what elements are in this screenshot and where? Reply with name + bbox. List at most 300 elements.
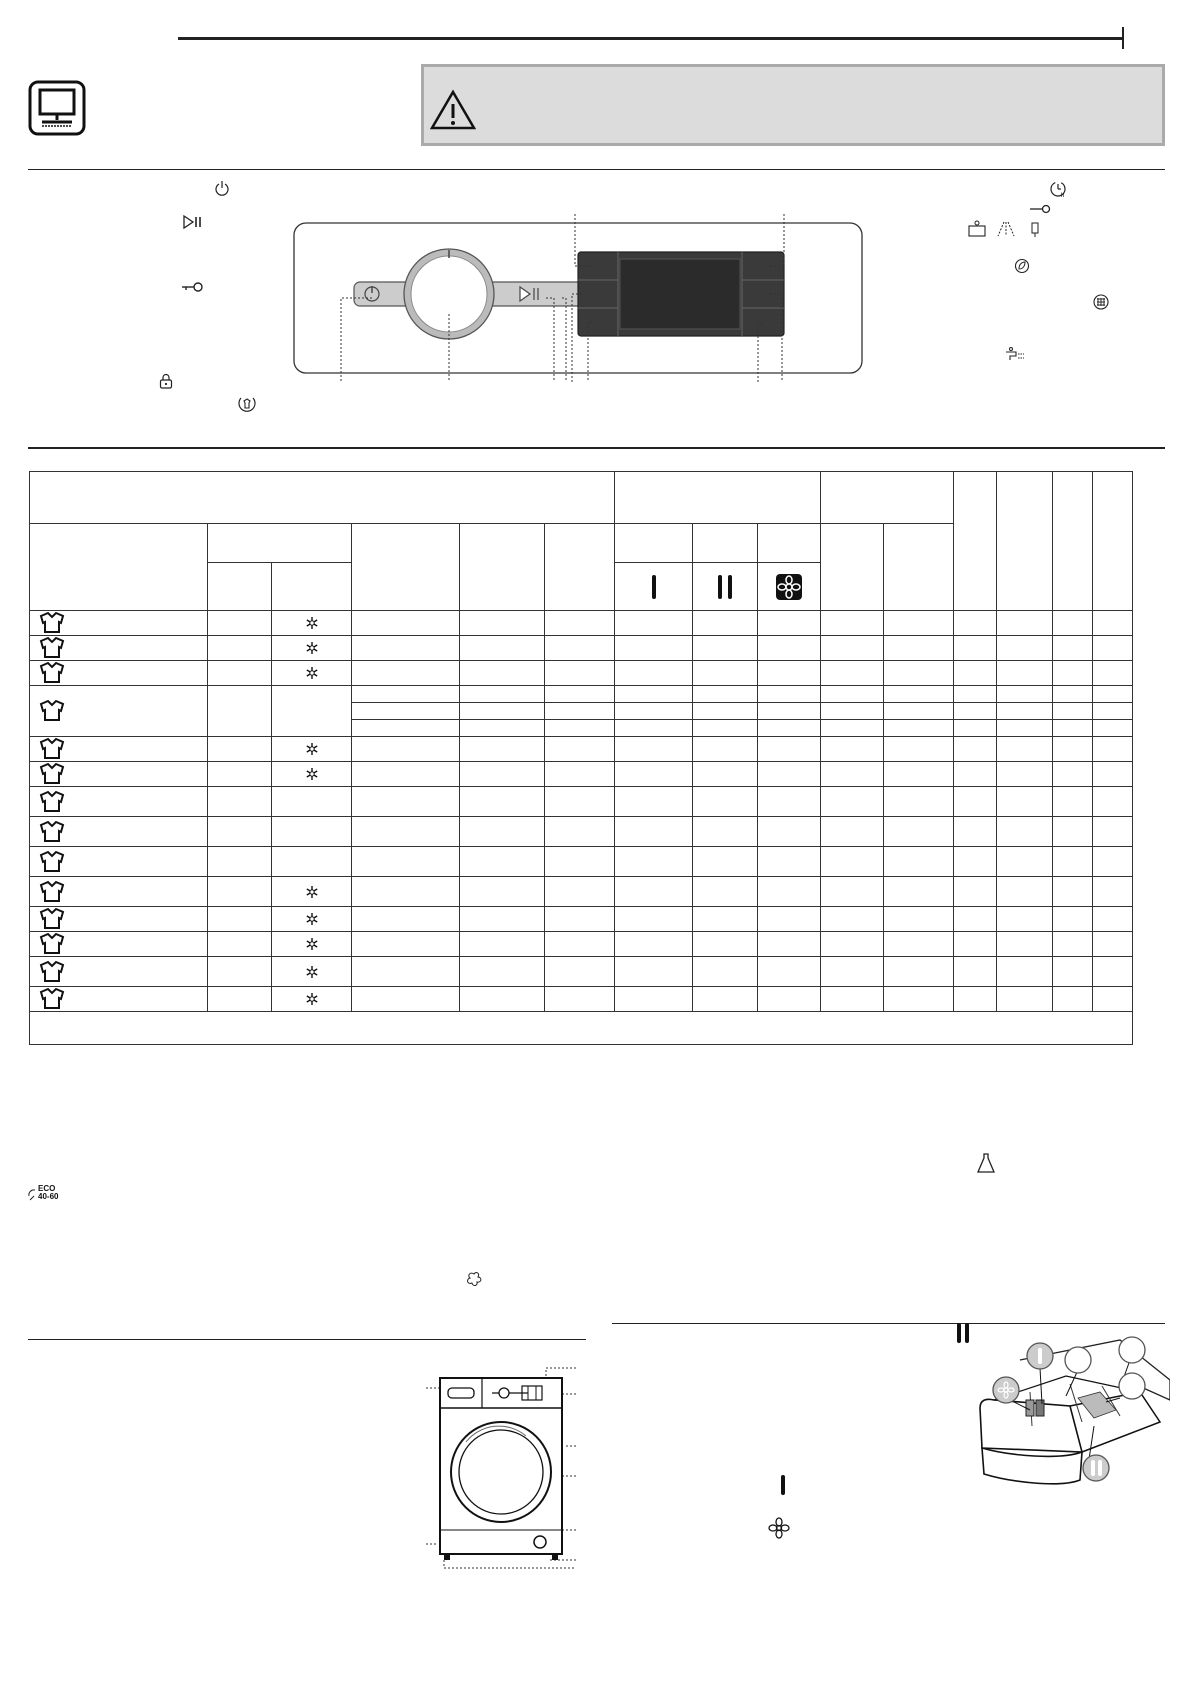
table-cell <box>545 686 615 703</box>
table-cell <box>693 661 758 686</box>
temp-max-cell <box>208 636 272 661</box>
table-cell <box>954 737 997 762</box>
colours-program-icon <box>30 737 74 762</box>
washing-machine-diagram <box>426 1362 578 1574</box>
start-pause-icon <box>183 215 203 229</box>
table-cell <box>545 907 615 932</box>
table-cell <box>954 720 997 737</box>
table-cell <box>1053 762 1093 787</box>
table-row <box>30 661 1133 686</box>
program-name-cell <box>74 762 208 787</box>
table-cell <box>821 987 884 1012</box>
table-cell <box>1053 817 1093 847</box>
table-cell <box>821 787 884 817</box>
table-cell <box>884 737 954 762</box>
softener-flower-icon <box>768 1517 790 1539</box>
dark-garment-icon <box>976 1152 996 1174</box>
table-cell <box>545 877 615 907</box>
table-cell <box>997 703 1053 720</box>
table-cell <box>545 787 615 817</box>
table-cell <box>954 686 997 703</box>
table-header-col15 <box>1053 472 1093 611</box>
table-header-load <box>460 524 545 611</box>
table-cell <box>1053 932 1093 957</box>
table-cell <box>1053 987 1093 1012</box>
table-cell <box>1093 720 1133 737</box>
table-header-main <box>30 472 615 524</box>
monitor-icon <box>28 80 86 136</box>
table-cell <box>460 737 545 762</box>
table-cell <box>1053 877 1093 907</box>
table-cell <box>1093 703 1133 720</box>
compartment-2-icon <box>956 1322 970 1344</box>
table-cell <box>997 762 1053 787</box>
table-cell <box>884 762 954 787</box>
table-cell <box>997 957 1053 987</box>
table-cell <box>1053 957 1093 987</box>
table-cell <box>693 932 758 957</box>
table-cell <box>997 737 1053 762</box>
table-row <box>30 611 1133 636</box>
temp-set-cell <box>272 787 352 817</box>
temp-set-cell <box>272 737 352 762</box>
table-cell <box>954 762 997 787</box>
table-header-program <box>30 524 208 611</box>
table-row <box>30 686 1133 703</box>
table-row <box>30 817 1133 847</box>
table-cell <box>758 817 821 847</box>
table-cell <box>758 661 821 686</box>
table-cell <box>615 987 693 1012</box>
program-name-cell <box>74 987 208 1012</box>
table-cell <box>884 957 954 987</box>
table-cell <box>1093 686 1133 703</box>
table-header-temperature <box>208 524 352 563</box>
table-cell <box>693 907 758 932</box>
program-name-cell <box>74 737 208 762</box>
table-cell <box>1053 907 1093 932</box>
table-cell <box>821 611 884 636</box>
section-rule-1 <box>28 169 1165 170</box>
table-cell <box>1093 987 1133 1012</box>
temp-max-cell <box>208 817 272 847</box>
option-icons <box>968 220 1048 238</box>
delay-timer-icon <box>1049 180 1067 198</box>
table-cell <box>1093 762 1133 787</box>
table-cell <box>954 987 997 1012</box>
table-cell <box>821 817 884 847</box>
table-cell <box>1053 611 1093 636</box>
temp-max-cell <box>208 877 272 907</box>
temp-set-cell <box>272 762 352 787</box>
allergy-program-icon <box>30 957 74 987</box>
program-name-cell <box>74 817 208 847</box>
key-lock-icon-right <box>1029 204 1051 214</box>
table-cell <box>821 636 884 661</box>
table-header-col12 <box>884 524 954 611</box>
top-rule-tick <box>1122 27 1124 49</box>
table-cell <box>758 762 821 787</box>
delicates-program-icon <box>30 762 74 787</box>
table-cell <box>545 720 615 737</box>
table-cell <box>693 762 758 787</box>
table-cell <box>997 686 1053 703</box>
table-cell <box>352 907 460 932</box>
table-cell <box>460 817 545 847</box>
table-cell <box>352 877 460 907</box>
table-cell <box>1053 720 1093 737</box>
table-cell <box>615 932 693 957</box>
table-cell <box>821 720 884 737</box>
table-cell <box>352 957 460 987</box>
table-cell <box>545 611 615 636</box>
program-name-cell <box>74 877 208 907</box>
table-cell <box>758 787 821 817</box>
table-cell <box>821 703 884 720</box>
table-cell <box>758 987 821 1012</box>
table-cell <box>545 957 615 987</box>
table-cell <box>1053 787 1093 817</box>
key-lock-icon <box>181 281 203 293</box>
table-cell <box>1093 817 1133 847</box>
table-cell <box>615 686 693 703</box>
table-cell <box>352 932 460 957</box>
water-tap-icon <box>1004 346 1026 362</box>
table-cell <box>460 686 545 703</box>
table-header-col14 <box>997 472 1053 611</box>
table-header-detergent <box>615 472 821 524</box>
table-cell <box>615 847 693 877</box>
temp-set-cell <box>272 957 352 987</box>
table-header-softener-top <box>758 524 821 563</box>
table-cell <box>954 877 997 907</box>
table-cell <box>821 932 884 957</box>
table-cell <box>1053 703 1093 720</box>
table-cell <box>693 703 758 720</box>
table-cell <box>758 907 821 932</box>
program-name-cell <box>74 686 208 737</box>
table-header-duration <box>545 524 615 611</box>
detergent-drawer-diagram <box>970 1330 1170 1514</box>
temp-set-cell <box>272 932 352 957</box>
table-cell <box>693 817 758 847</box>
table-cell <box>1093 932 1133 957</box>
table-cell <box>460 720 545 737</box>
cotton-program-icon <box>30 611 74 636</box>
table-cell <box>1093 877 1133 907</box>
table-cell <box>545 987 615 1012</box>
eco-label-line2: 40-60 <box>38 1192 59 1201</box>
table-cell <box>954 703 997 720</box>
table-header-col11 <box>821 524 884 611</box>
top-rule <box>178 37 1123 40</box>
temp-set-cell <box>272 611 352 636</box>
program-name-cell <box>74 957 208 987</box>
table-cell <box>821 762 884 787</box>
table-cell <box>997 932 1053 957</box>
table-header-compartment-2-top <box>693 524 758 563</box>
sports-program-icon <box>30 932 74 957</box>
rinse-spin-program-icon <box>30 817 74 847</box>
table-cell <box>1053 636 1093 661</box>
table-cell <box>693 720 758 737</box>
table-cell <box>545 636 615 661</box>
table-cell <box>615 636 693 661</box>
table-cell <box>615 957 693 987</box>
temp-max-cell <box>208 762 272 787</box>
table-cell <box>1093 636 1133 661</box>
table-cell <box>615 720 693 737</box>
table-header-spin <box>352 524 460 611</box>
table-cell <box>954 957 997 987</box>
table-cell <box>693 957 758 987</box>
table-cell <box>460 932 545 957</box>
table-cell <box>954 817 997 847</box>
table-cell <box>352 737 460 762</box>
table-cell <box>352 661 460 686</box>
table-cell <box>758 847 821 877</box>
table-cell <box>884 877 954 907</box>
table-cell <box>460 787 545 817</box>
table-cell <box>693 636 758 661</box>
temp-set-cell <box>272 847 352 877</box>
table-header-temp-max <box>208 563 272 611</box>
table-cell <box>884 817 954 847</box>
shirt-steam-icon <box>237 395 257 413</box>
temp-max-cell <box>208 957 272 987</box>
table-cell <box>460 877 545 907</box>
table-cell <box>997 720 1053 737</box>
wool-program-icon <box>30 787 74 817</box>
warning-triangle-icon <box>430 89 476 131</box>
table-cell <box>884 907 954 932</box>
table-cell <box>545 762 615 787</box>
table-cell <box>884 636 954 661</box>
table-row <box>30 957 1133 987</box>
power-icon <box>214 180 230 196</box>
temp-set-cell <box>272 636 352 661</box>
table-cell <box>545 737 615 762</box>
table-row <box>30 636 1133 661</box>
table-cell <box>954 932 997 957</box>
svg-text:h: h <box>1061 193 1065 198</box>
table-cell <box>884 720 954 737</box>
program-name-cell <box>74 636 208 661</box>
table-cell <box>615 762 693 787</box>
table-cell <box>615 737 693 762</box>
table-cell <box>693 877 758 907</box>
table-cell <box>954 611 997 636</box>
table-row <box>30 737 1133 762</box>
table-cell <box>758 957 821 987</box>
mixed-program-icon <box>30 661 74 686</box>
temp-max-cell <box>208 787 272 817</box>
table-header-compartment-2 <box>693 563 758 611</box>
table-row <box>30 847 1133 877</box>
table-header-compartment-1 <box>615 563 693 611</box>
table-cell <box>615 817 693 847</box>
program-name-cell <box>74 787 208 817</box>
program-table <box>29 471 1133 1045</box>
table-cell <box>352 611 460 636</box>
table-cell <box>884 703 954 720</box>
grid-icon <box>1093 294 1109 310</box>
temp-set-cell <box>272 686 352 737</box>
program-name-cell <box>74 611 208 636</box>
table-cell <box>758 703 821 720</box>
table-cell <box>884 787 954 817</box>
table-cell <box>615 703 693 720</box>
temp-set-cell <box>272 987 352 1012</box>
temp-max-cell <box>208 847 272 877</box>
table-cell <box>821 661 884 686</box>
table-row <box>30 762 1133 787</box>
table-cell <box>997 636 1053 661</box>
table-cell <box>615 907 693 932</box>
table-cell <box>460 987 545 1012</box>
table-header-col16 <box>1093 472 1133 611</box>
table-cell <box>954 907 997 932</box>
table-cell <box>693 611 758 636</box>
cotton-20-program-icon <box>30 907 74 932</box>
program-name-cell <box>74 661 208 686</box>
table-cell <box>997 787 1053 817</box>
table-header-compartment-1-top <box>615 524 693 563</box>
table-cell <box>1053 847 1093 877</box>
table-cell <box>1093 907 1133 932</box>
temp-max-cell <box>208 611 272 636</box>
eco-label <box>38 1185 58 1201</box>
table-cell <box>954 847 997 877</box>
table-cell <box>821 686 884 703</box>
table-cell <box>545 932 615 957</box>
temp-set-cell <box>272 907 352 932</box>
table-cell <box>352 847 460 877</box>
synthetics-program-icon <box>30 636 74 661</box>
table-cell <box>545 703 615 720</box>
table-cell <box>1053 661 1093 686</box>
temp-set-cell <box>272 877 352 907</box>
table-cell <box>954 787 997 817</box>
section-rule-2 <box>28 447 1165 449</box>
table-cell <box>821 737 884 762</box>
table-cell <box>693 686 758 703</box>
table-cell <box>758 737 821 762</box>
table-cell <box>460 762 545 787</box>
table-cell <box>693 987 758 1012</box>
table-cell <box>758 611 821 636</box>
table-header-group <box>821 472 954 524</box>
table-cell <box>352 686 460 703</box>
compartment-1-icon <box>779 1474 787 1496</box>
control-panel-diagram <box>292 214 864 384</box>
table-row <box>30 787 1133 817</box>
table-row <box>30 907 1133 932</box>
table-cell <box>884 686 954 703</box>
table-header-softener <box>758 563 821 611</box>
temp-max-cell <box>208 737 272 762</box>
table-cell <box>460 636 545 661</box>
section-rule-3 <box>28 1339 586 1340</box>
table-cell <box>1093 957 1133 987</box>
table-cell <box>997 987 1053 1012</box>
table-row <box>30 932 1133 957</box>
temp-max-cell <box>208 987 272 1012</box>
table-cell <box>884 987 954 1012</box>
eco-label-line1: ECO <box>38 1184 56 1193</box>
table-cell <box>1053 686 1093 703</box>
table-cell <box>758 636 821 661</box>
program-name-cell <box>74 932 208 957</box>
dark-program-icon <box>30 987 74 1012</box>
table-cell <box>460 907 545 932</box>
table-cell <box>997 611 1053 636</box>
temp-max-cell <box>208 907 272 932</box>
table-cell <box>954 661 997 686</box>
table-cell <box>758 686 821 703</box>
table-cell <box>1093 787 1133 817</box>
table-cell <box>758 932 821 957</box>
table-cell <box>693 737 758 762</box>
table-cell <box>1053 737 1093 762</box>
table-cell <box>352 636 460 661</box>
warning-box <box>421 64 1165 146</box>
table-cell <box>997 907 1053 932</box>
temp-max-cell <box>208 686 272 737</box>
table-cell <box>758 720 821 737</box>
table-cell <box>545 817 615 847</box>
eco-40-60-program-icon <box>30 686 74 737</box>
table-cell <box>615 661 693 686</box>
temp-set-cell <box>272 661 352 686</box>
padlock-icon <box>159 373 173 389</box>
table-cell <box>821 877 884 907</box>
spin-drain-program-icon <box>30 847 74 877</box>
table-cell <box>352 762 460 787</box>
temp-set-cell <box>272 817 352 847</box>
table-cell <box>352 720 460 737</box>
table-cell <box>545 847 615 877</box>
table-cell <box>460 703 545 720</box>
table-cell <box>545 661 615 686</box>
table-cell <box>758 877 821 907</box>
table-cell <box>1093 611 1133 636</box>
rapid-30-program-icon <box>30 877 74 907</box>
table-cell <box>997 877 1053 907</box>
table-row <box>30 987 1133 1012</box>
table-row <box>30 877 1133 907</box>
table-cell <box>352 987 460 1012</box>
table-cell <box>352 817 460 847</box>
table-cell <box>615 787 693 817</box>
table-cell <box>460 611 545 636</box>
table-cell <box>1093 661 1133 686</box>
table-cell <box>693 787 758 817</box>
table-cell <box>884 611 954 636</box>
table-cell <box>352 787 460 817</box>
table-cell <box>460 847 545 877</box>
table-cell <box>997 661 1053 686</box>
table-cell <box>460 661 545 686</box>
table-header-temp-set <box>272 563 352 611</box>
table-cell <box>615 877 693 907</box>
table-cell <box>884 847 954 877</box>
table-cell <box>1093 737 1133 762</box>
table-cell <box>954 636 997 661</box>
table-cell <box>1093 847 1133 877</box>
table-cell <box>821 957 884 987</box>
table-cell <box>821 847 884 877</box>
